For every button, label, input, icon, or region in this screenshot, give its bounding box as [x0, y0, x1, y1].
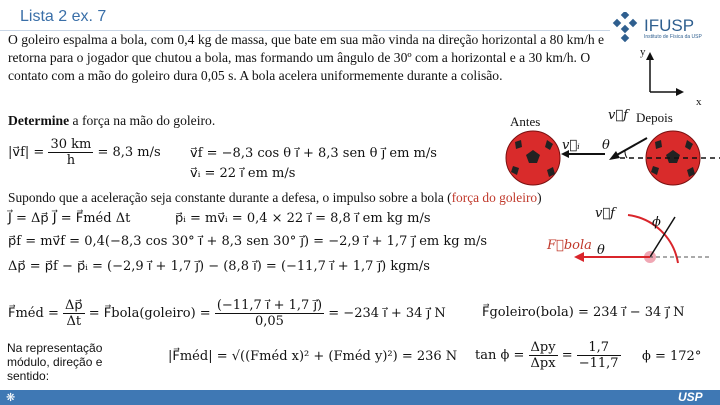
- fmed-rhs: = −234 i⃗ + 34 j⃗ N: [328, 306, 446, 321]
- assumption-post: ): [537, 190, 542, 205]
- usp-footer-logo: USP: [678, 390, 703, 404]
- problem-statement: [8, 31, 608, 86]
- fmed-lhs: F⃗méd =: [8, 306, 63, 321]
- tan-frac2: [577, 340, 621, 371]
- axes-diagram: [628, 48, 688, 98]
- tan-frac1-den: Δpx: [530, 356, 556, 371]
- slide-title: Lista 2 ex. 7: [20, 8, 107, 25]
- phi-force-label: ϕ: [652, 215, 661, 230]
- tan-frac2-num: 1,7: [577, 340, 621, 356]
- fmed-frac2-den: 0,05: [255, 314, 284, 329]
- axis-x-label: x: [696, 96, 702, 108]
- vf-mag-rhs: = 8,3 m/s: [97, 145, 161, 160]
- task-keyword: Determine: [8, 113, 70, 128]
- problem-task: [8, 113, 215, 129]
- vf-magnitude: [8, 137, 161, 168]
- vf-force-label: v⃗f: [595, 206, 615, 221]
- pi-eq: p⃗ᵢ = mv⃗ᵢ = 0,4 × 22 i⃗ = 8,8 i⃗ em kg m/s: [175, 211, 431, 226]
- theta-force-label: θ: [597, 243, 605, 258]
- logo-text: IFUSP: [644, 16, 695, 35]
- fmed-frac1-den: Δt: [66, 314, 82, 329]
- assumption-pre: Supondo que a aceleração seja constante durante a defesa, o impulso sobre a bola (: [8, 190, 452, 205]
- vf-vector-eq: v⃗f = −8,3 cos θ i⃗ + 8,3 sen θ j⃗ em m/s: [190, 146, 437, 161]
- ifusp-logo: [612, 12, 720, 46]
- after-label: Depois: [636, 110, 673, 125]
- magnitude-eq: |F⃗méd| = √((Fméd x)² + (Fméd y)²) = 236 N: [168, 349, 458, 364]
- problem-text: O goleiro espalma a bola, com 0,4 kg de massa, que bate em sua mão vinda na direção horizontal a 80 km/h e retorna para o jogador que chutou a bola, mas formando um ângulo de 30º com a horizontal e a 30 km/h. O contato com a mão do goleiro dura 0,05 s. A bola acelera uniformemente durante a colisão.: [8, 32, 605, 84]
- axis-y-label: y: [640, 46, 646, 58]
- vf-mag-lhs: |v⃗f| =: [8, 145, 45, 160]
- soccer-ball-after-icon: [646, 131, 700, 185]
- assumption-highlight: força do goleiro: [451, 190, 538, 205]
- before-label: Antes: [510, 114, 541, 129]
- footer-bar: [0, 390, 720, 405]
- pf-eq: p⃗f = mv⃗f = 0,4(−8,3 cos 30° i⃗ + 8,3 sen 30° j⃗) = −2,9 i⃗ + 1,7 j⃗ em kg m/s: [8, 234, 488, 249]
- vi-vector-eq: v⃗ᵢ = 22 i⃗ em m/s: [190, 166, 296, 181]
- soccer-ball-before-icon: [506, 131, 560, 185]
- fbola-label: F⃗bola: [547, 238, 592, 253]
- dp-eq: Δp⃗ = p⃗f − p⃗ᵢ = (−2,9 i⃗ + 1,7 j⃗) − (8,8 i⃗) = (−11,7 i⃗ + 1,7 j⃗) kgm/s: [8, 259, 430, 274]
- fmed-frac2-num: (−11,7 i⃗ + 1,7 j⃗): [216, 298, 323, 313]
- impulse-eq: J⃗ = Δp⃗ J⃗ = F⃗méd Δt: [8, 211, 131, 226]
- tan-eq: [475, 340, 621, 371]
- fmed-frac1-num: Δp⃗: [64, 298, 83, 313]
- tan-frac2-den: −11,7: [578, 356, 619, 371]
- vf-mag-fraction: [48, 137, 93, 168]
- vi-diagram-label: v⃗ᵢ: [562, 138, 580, 153]
- tan-frac1-num: Δpy: [530, 340, 556, 355]
- ifusp-emblem-icon: [612, 12, 638, 42]
- logo-subtext: Instituto de Física da USP: [644, 34, 702, 40]
- fmed-eq: [8, 298, 446, 329]
- vf-frac-num: 30 km: [50, 137, 92, 152]
- fgoleiro-eq: F⃗goleiro(bola) = 234 i⃗ − 34 j⃗ N: [482, 305, 685, 320]
- tan-lhs: tan ϕ =: [475, 348, 529, 363]
- phi-value: ϕ = 172°: [642, 349, 702, 364]
- fmed-mid: = F⃗bola(goleiro) =: [88, 306, 215, 321]
- footer-emblem-icon: ❋: [6, 391, 16, 404]
- ball-diagram-svg: [495, 120, 720, 190]
- fmed-frac2: [215, 298, 324, 329]
- tan-frac1: [529, 340, 558, 371]
- theta-diagram-label: θ: [602, 138, 610, 153]
- assumption-text: [8, 190, 542, 206]
- fmed-frac1: [63, 298, 85, 329]
- representation-note: Na representação módulo, direção e sentido:: [7, 341, 103, 383]
- task-text: a força na mão do goleiro.: [69, 113, 216, 128]
- vf-frac-den: h: [66, 153, 76, 168]
- tan-mid: =: [561, 348, 577, 363]
- vf-diagram-label: v⃗f: [608, 108, 628, 123]
